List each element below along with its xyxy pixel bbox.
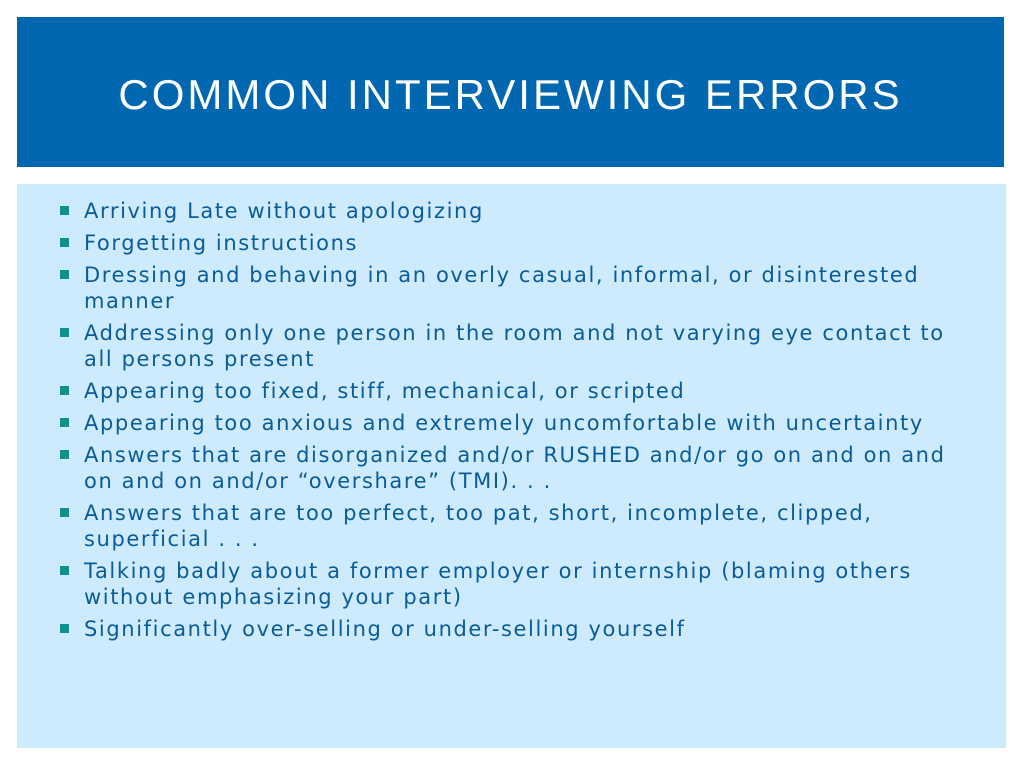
bullet-item	[57, 198, 966, 224]
square-bullet-icon	[60, 206, 69, 215]
square-bullet-icon	[60, 270, 69, 279]
bullet-text: Answers that are disorganized and/or RUSHED and/or go on and on and on and on and/or “overshare” (TMI). . .	[84, 443, 946, 493]
bullet-text: Dressing and behaving in an overly casual, informal, or disinterested manner	[84, 263, 920, 313]
bullet-item	[57, 558, 966, 610]
bullet-item	[57, 410, 966, 436]
bullet-item	[57, 230, 966, 256]
square-bullet-icon	[60, 508, 69, 517]
title-band	[17, 17, 1004, 167]
bullet-list	[17, 184, 1006, 642]
bullet-item	[57, 378, 966, 404]
bullet-text: Appearing too fixed, stiff, mechanical, or scripted	[84, 379, 686, 403]
square-bullet-icon	[60, 624, 69, 633]
square-bullet-icon	[60, 238, 69, 247]
square-bullet-icon	[60, 450, 69, 459]
bullet-text: Arriving Late without apologizing	[84, 199, 484, 223]
bullet-text: Answers that are too perfect, too pat, short, incomplete, clipped, superficial . . .	[84, 501, 873, 551]
slide-title: COMMON INTERVIEWING ERRORS	[118, 71, 903, 118]
square-bullet-icon	[60, 328, 69, 337]
square-bullet-icon	[60, 386, 69, 395]
square-bullet-icon	[60, 566, 69, 575]
bullet-text: Appearing too anxious and extremely uncomfortable with uncertainty	[84, 411, 924, 435]
square-bullet-icon	[60, 418, 69, 427]
content-panel	[17, 184, 1006, 748]
bullet-item	[57, 616, 966, 642]
bullet-text: Significantly over-selling or under-selling yourself	[84, 617, 686, 641]
bullet-item	[57, 262, 966, 314]
bullet-item	[57, 442, 966, 494]
bullet-item	[57, 500, 966, 552]
bullet-text: Addressing only one person in the room and not varying eye contact to all persons present	[84, 321, 945, 371]
bullet-text: Forgetting instructions	[84, 231, 359, 255]
bullet-item	[57, 320, 966, 372]
bullet-text: Talking badly about a former employer or internship (blaming others without emphasizing your part)	[84, 559, 912, 609]
